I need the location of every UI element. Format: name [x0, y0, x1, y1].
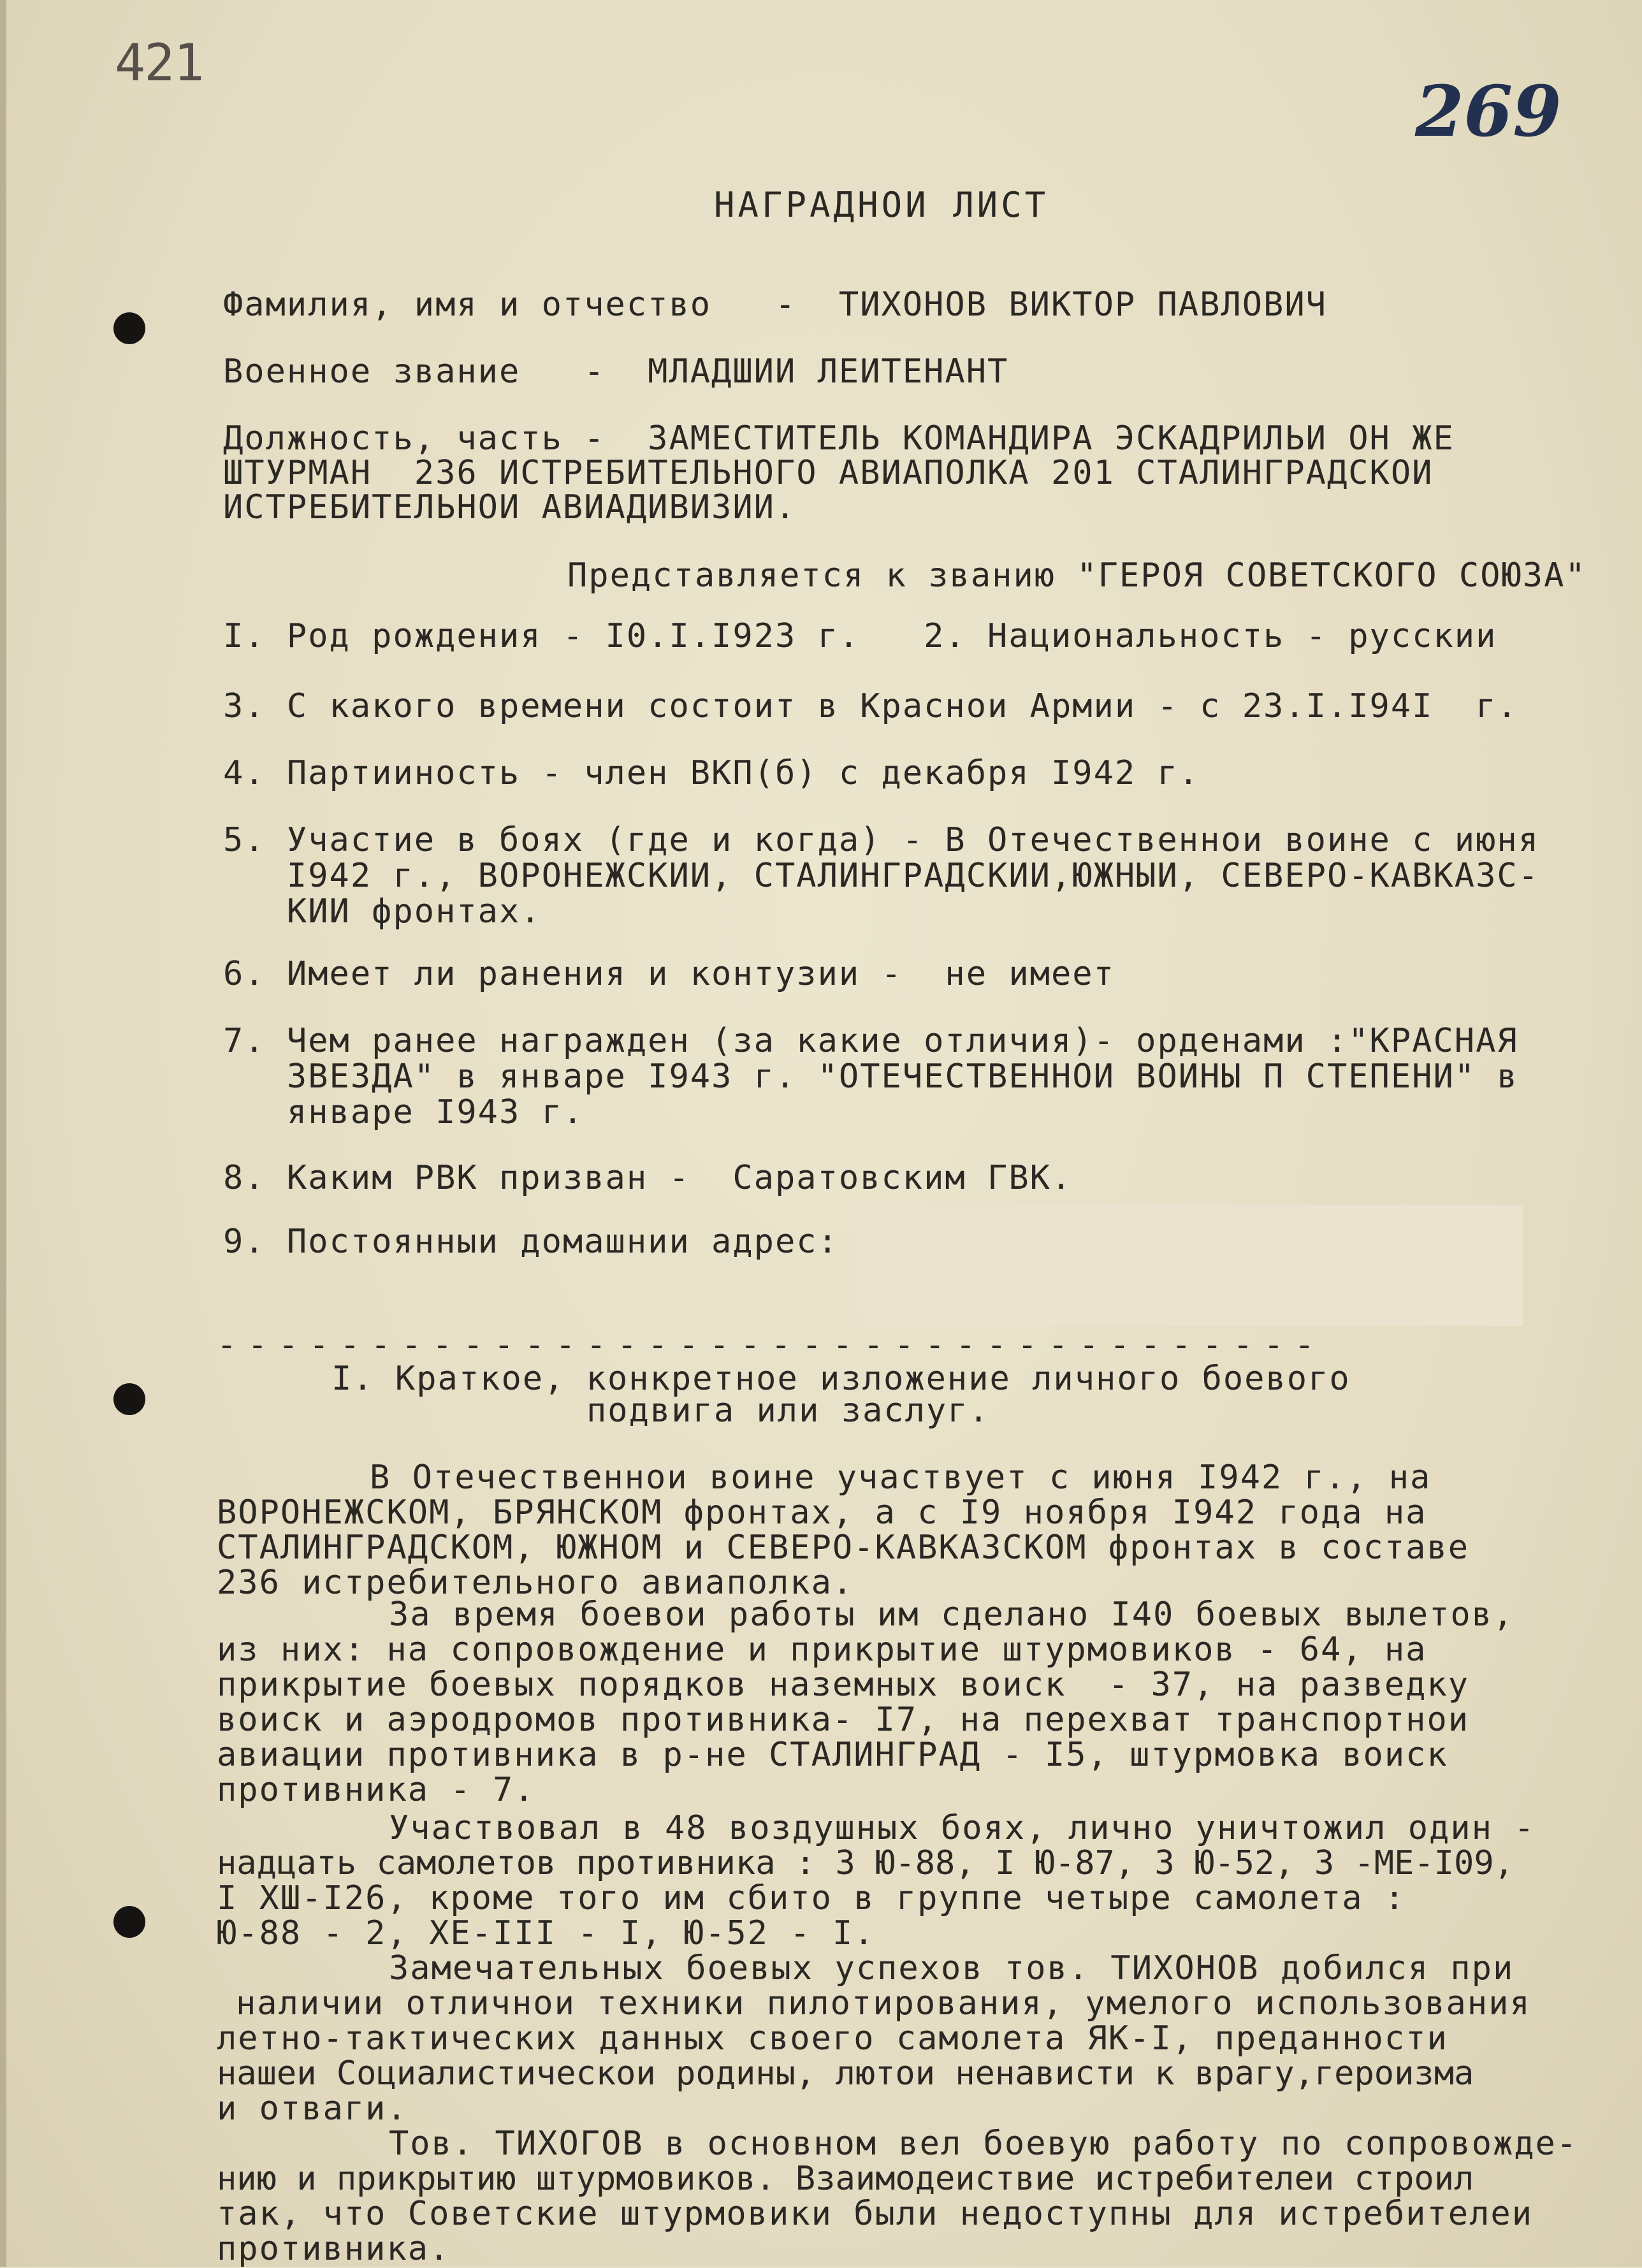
header-line: ШТУРМАН 236 ИСТРЕБИТЕЛЬНОГО АВИАПОЛКА 201 СТАЛИНГРАДСКОИ	[223, 454, 1434, 492]
item-line: январе I943 г.	[223, 1093, 585, 1131]
body-line: СТАЛИНГРАДСКОМ, ЮЖНОМ и СЕВЕРО-КАВКАЗСКОМ фронтах в составе	[217, 1529, 1470, 1567]
section-title-line: подвига или заслуг.	[586, 1392, 990, 1430]
body-line: нию и прикрытию штурмовиков. Взаимодеиствие истребителеи строил	[217, 2160, 1474, 2198]
body-line: Ю-88 - 2, ХЕ-III - I, Ю-52 - I.	[217, 1914, 875, 1952]
body-line: ВОРОНЕЖСКОМ, БРЯНСКОМ фронтах, а с I9 ноября I942 года на	[217, 1494, 1427, 1532]
punch-hole	[113, 312, 145, 344]
punch-hole	[113, 1383, 145, 1415]
item-line: 9. Постоянныи домашнии адрес:	[223, 1223, 839, 1261]
item-line: 3. С какого времени состоит в Краснои Армии - с 23.I.I94I г.	[223, 687, 1518, 725]
body-line: I ХШ-I26, кроме того им сбито в группе четыре самолета :	[217, 1879, 1406, 1917]
header-line: Военное звание - МЛАДШИИ ЛЕИТЕНАНТ	[223, 353, 1009, 391]
body-line: Тов. ТИХОГОВ в основном вел боевую работу по сопровожде-	[389, 2125, 1578, 2163]
handwritten-page-number: 269	[1415, 70, 1562, 152]
archive-page-number: 421	[115, 33, 203, 92]
body-line: из них: на сопровождение и прикрытие штурмовиков - 64, на	[217, 1631, 1427, 1669]
document-title: НАГРАДНОИ ЛИСТ	[714, 185, 1049, 225]
item-line: I942 г., ВОРОНЕЖСКИИ, СТАЛИНГРАДСКИИ,ЮЖНЫИ, СЕВЕРО-КАВКАЗС-	[223, 857, 1540, 895]
item-line: 5. Участие в боях (где и когда) - В Отечественнои воине с июня	[223, 821, 1540, 859]
body-line: авиации противника в р-не СТАЛИНГРАД - I5, штурмовка воиск	[217, 1736, 1448, 1774]
body-line: прикрытие боевых порядков наземных воиск - 37, на разведку	[217, 1666, 1470, 1704]
redacted-address-area	[861, 1205, 1523, 1326]
body-line: За время боевои работы им сделано I40 боевых вылетов,	[389, 1596, 1515, 1634]
punch-hole	[113, 1906, 145, 1938]
item-line: I. Род рождения - I0.I.I923 г. 2. Национальность - русскии	[223, 617, 1497, 655]
body-line: Участвовал в 48 воздушных боях, лично уничтожил один -	[389, 1809, 1536, 1847]
body-line: так, что Советские штурмовики были недоступны для истребителеи	[217, 2195, 1534, 2233]
section-title-line: I. Краткое, конкретное изложение личного боевого	[331, 1360, 1351, 1398]
body-line: 236 истребительного авиаполка.	[217, 1564, 854, 1602]
body-line: Замечательных боевых успехов тов. ТИХОНОВ добился при	[389, 1949, 1515, 1988]
header-line: Фамилия, имя и отчество - ТИХОНОВ ВИКТОР ПАВЛОВИЧ	[223, 286, 1327, 324]
header-line: Должность, часть - ЗАМЕСТИТЕЛЬ КОМАНДИРА ЭСКАДРИЛЬИ ОН ЖЕ	[223, 419, 1455, 458]
body-line: воиск и аэродромов противника- I7, на перехват транспортнои	[217, 1701, 1470, 1739]
item-line: 7. Чем ранее награжден (за какие отличия)- орденами :"КРАСНАЯ	[223, 1022, 1518, 1060]
item-line: 8. Каким РВК призван - Саратовским ГВК.	[223, 1159, 1073, 1197]
body-line: и отваги.	[217, 2090, 408, 2128]
body-line: летно-тактических данных своего самолета ЯК-I, преданности	[217, 2019, 1448, 2058]
item-line: 6. Имеет ли ранения и контузии - не имеет	[223, 955, 1115, 993]
header-line: ИСТРЕБИТЕЛЬНОИ АВИАДИВИЗИИ.	[223, 488, 797, 527]
body-line: противника.	[217, 2230, 451, 2268]
section-divider: ------------------------------------	[217, 1326, 1326, 1364]
body-line: надцать самолетов противника : 3 Ю-88, I Ю-87, 3 Ю-52, 3 -МЕ-I09,	[217, 1844, 1514, 1882]
item-line: КИИ фронтах.	[223, 892, 542, 931]
body-line: В Отечественнои воине участвует с июня I942 г., на	[370, 1458, 1432, 1497]
body-line: нашеи Социалистическои родины, лютои ненависти к врагу,героизма	[217, 2054, 1474, 2093]
body-line: противника - 7.	[217, 1771, 535, 1809]
body-line: наличии отличнои техники пилотирования, умелого использования	[236, 1984, 1531, 2023]
item-line: ЗВЕЗДА" в январе I943 г. "ОТЕЧЕСТВЕННОИ ВОИНЫ П СТЕПЕНИ" в	[223, 1058, 1518, 1096]
presented-for-title: Представляется к званию "ГЕРОЯ СОВЕТСКОГО СОЮЗА"	[567, 556, 1587, 595]
item-line: 4. Партииность - член ВКП(б) с декабря I942 г.	[223, 754, 1200, 792]
